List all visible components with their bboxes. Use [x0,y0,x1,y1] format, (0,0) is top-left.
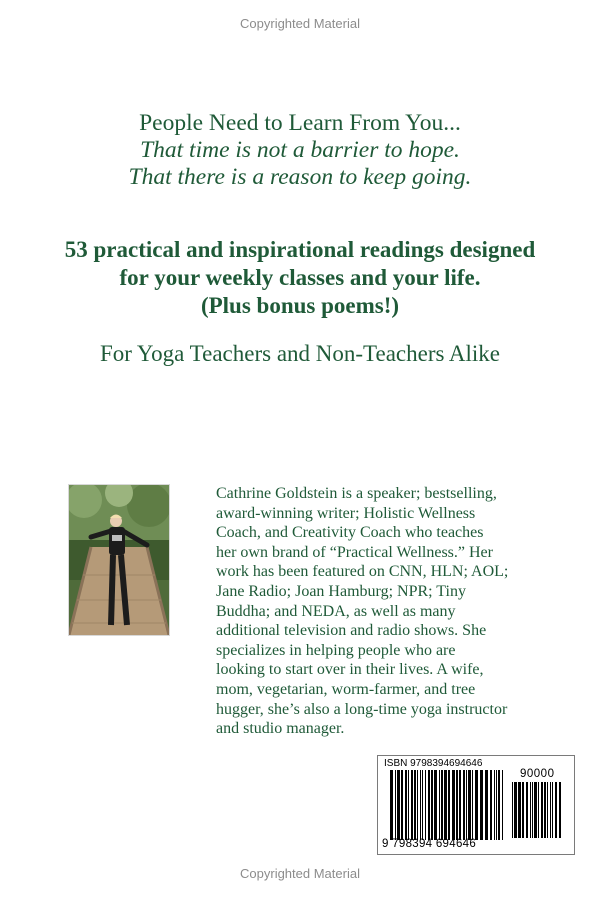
barcode-bar [468,770,471,840]
barcode-bar [559,782,561,838]
barcode-bar [390,770,393,840]
barcode-bar [466,770,467,840]
barcode-bar [431,770,433,840]
barcode-bar [463,770,465,840]
barcode-bar [530,782,531,838]
bio-line: mom, vegetarian, worm-farmer, and tree [216,680,476,698]
headline-line-3: (Plus bonus poems!) [200,293,400,318]
barcode-bar [456,770,458,840]
barcode-bar [555,782,557,838]
bio-line: Jane Radio; Joan Hamburg; NPR; Tiny [216,582,466,600]
barcode-bar [498,770,500,840]
isbn-barcode [377,755,575,855]
barcode-bar [420,770,421,840]
bio-line: and studio manager. [216,720,345,738]
barcode-bar [512,782,513,838]
barcode-bar [552,782,553,838]
isbn-digits: 9 798394 694646 [382,838,477,850]
bio-line: additional television and radio shows. She [216,622,487,640]
barcode-bar [411,770,413,840]
barcode-bar [522,782,524,838]
bio-line: her own brand of “Practical Wellness.” Her [216,543,493,561]
barcode-bar [544,782,546,838]
barcode-bar [405,770,407,840]
barcode-bars-addon [512,782,564,838]
barcode-bar [550,782,551,838]
barcode-bar [485,770,488,840]
author-photo [68,484,170,636]
barcode-bar [534,782,537,838]
bio-line: hugger, she’s also a long-time yoga instructor [216,700,508,718]
barcode-bar [428,770,430,840]
barcode-bar [395,770,396,840]
barcode-bar [401,770,403,840]
price-code: 90000 [520,768,555,780]
bio-line: award-winning writer; Holistic Wellness [216,504,476,522]
barcode-bar [496,770,497,840]
barcode-bar [425,770,426,840]
barcode-bar [514,782,517,838]
barcode-bar [538,782,539,838]
author-bio [216,484,594,739]
barcode-bar [480,770,483,840]
barcode-bar [441,770,443,840]
barcode-bar [541,782,543,838]
bio-line: specializes in helping people who are [216,641,456,659]
isbn-label: ISBN 9798394694646 [384,758,483,769]
barcode-bar [422,770,423,840]
tagline-line-1: People Need to Learn From You... [139,110,461,136]
copyright-watermark-top: Copyrighted Material [240,16,360,31]
headline-line-2: for your weekly classes and your life. [119,265,481,290]
bio-line: Coach, and Creativity Coach who teaches [216,524,484,542]
barcode-bar [448,770,450,840]
barcode-bar [518,782,521,838]
bio-line: Cathrine Goldstein is a speaker; bestselling, [216,485,497,502]
headline-block [0,236,600,320]
barcode-bar [494,770,495,840]
barcode-bars-main [390,770,506,840]
barcode-bar [526,782,528,838]
bio-line: Buddha; and NEDA, as well as many [216,602,456,620]
tagline-line-2: That time is not a barrier to hope. [140,137,460,163]
tagline-block [0,110,600,191]
bio-line: looking to start over in their lives. A wife, [216,661,484,679]
barcode-bar [490,770,492,840]
tagline-line-3: That there is a reason to keep going. [128,164,472,190]
barcode-bar [502,770,503,840]
barcode-bar [472,770,473,840]
bio-line: work has been featured on CNN, HLN; AOL; [216,563,509,581]
barcode-bar [547,782,548,838]
barcode-bar [414,770,416,840]
barcode-bar [459,770,461,840]
barcode-bar [434,770,437,840]
barcode-bar [397,770,400,840]
barcode-bar [439,770,440,840]
barcode-bar [417,770,418,840]
audience-subhead: For Yoga Teachers and Non-Teachers Alike [99,341,501,366]
barcode-bar [444,770,447,840]
headline-line-1: 53 practical and inspirational readings designed [64,237,536,262]
barcode-bar [408,770,409,840]
barcode-bar [475,770,478,840]
barcode-bar [532,782,533,838]
copyright-watermark-bottom: Copyrighted Material [240,866,360,881]
barcode-bar [452,770,455,840]
